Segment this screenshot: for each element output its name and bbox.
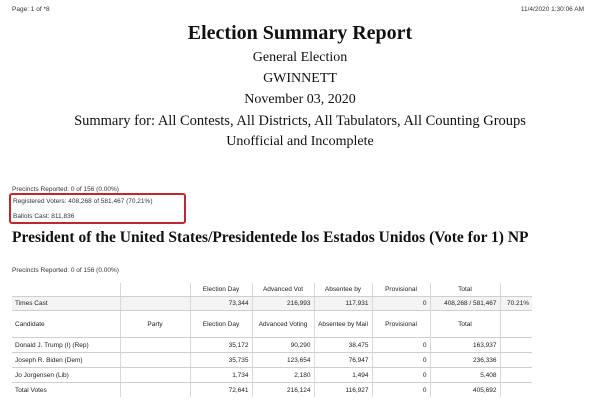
table-cell: 408,268 / 581,467 — [430, 297, 500, 311]
table-cell: Total — [430, 283, 500, 297]
table-header-row — [12, 283, 532, 297]
table-cell: 35,735 — [190, 353, 252, 368]
table-cell: 0 — [372, 368, 430, 383]
table-cell: 405,692 — [430, 383, 500, 398]
table-cell: 35,172 — [190, 338, 252, 353]
table-cell: Total — [430, 311, 500, 338]
table-cell — [500, 338, 532, 353]
table-cell: Provisional — [372, 283, 430, 297]
table-cell: 0 — [372, 338, 430, 353]
table-cell: 76,947 — [314, 353, 372, 368]
report-status: Unofficial and Incomplete — [226, 134, 374, 149]
table-cell: Donald J. Trump (I) (Rep) — [12, 338, 120, 353]
summary-scope: Summary for: All Contests, All Districts, All Tabulators, All Counting Groups — [74, 113, 526, 129]
candidate-row — [12, 368, 532, 383]
table-cell — [120, 368, 190, 383]
candidate-row — [12, 353, 532, 368]
table-cell: Times Cast — [12, 297, 120, 311]
table-cell: 116,927 — [314, 383, 372, 398]
race-precincts-reported: Precincts Reported: 0 of 156 (0.00%) — [12, 267, 119, 274]
table-cell — [120, 297, 190, 311]
table-cell: Election Day — [190, 283, 252, 297]
table-cell — [120, 338, 190, 353]
table-cell — [120, 283, 190, 297]
county-name: GWINNETT — [263, 71, 337, 86]
registered-voters: Registered Voters: 408,268 of 581,467 (70.21%) — [13, 198, 153, 205]
table-cell: Advanced Vot — [252, 283, 314, 297]
table-cell: 70.21% — [500, 297, 532, 311]
election-date: November 03, 2020 — [244, 92, 356, 107]
table-cell: Election Day — [190, 311, 252, 338]
candidate-row — [12, 338, 532, 353]
table-cell: Jo Jorgensen (Lib) — [12, 368, 120, 383]
table-cell: 216,993 — [252, 297, 314, 311]
election-name: General Election — [252, 50, 348, 65]
table-cell: 2,180 — [252, 368, 314, 383]
total-votes-row — [12, 383, 532, 398]
table-cell: Party — [120, 311, 190, 338]
table-cell — [500, 368, 532, 383]
table-cell — [500, 283, 532, 297]
table-cell: 216,124 — [252, 383, 314, 398]
table-cell: Joseph R. Biden (Dem) — [12, 353, 120, 368]
table-cell: 117,931 — [314, 297, 372, 311]
table-cell: 5,408 — [430, 368, 500, 383]
table-cell: Provisional — [372, 311, 430, 338]
table-cell: Absentee by — [314, 283, 372, 297]
report-timestamp: 11/4/2020 1:30:06 AM — [520, 6, 584, 13]
page-number: Page: 1 of *8 — [12, 6, 50, 13]
table-cell — [500, 383, 532, 398]
table-cell — [12, 283, 120, 297]
table-cell — [500, 311, 532, 338]
results-table — [12, 283, 532, 397]
table-cell: 0 — [372, 297, 430, 311]
table-cell: Absentee by Mail — [314, 311, 372, 338]
table-cell: 0 — [372, 383, 430, 398]
table-cell — [500, 353, 532, 368]
table-cell: 90,290 — [252, 338, 314, 353]
table-cell: 38,475 — [314, 338, 372, 353]
table-cell: Total Votes — [12, 383, 120, 398]
table-cell: 123,654 — [252, 353, 314, 368]
table-cell: 1,494 — [314, 368, 372, 383]
ballots-cast: Ballots Cast: 811,836 — [13, 213, 75, 220]
precincts-reported: Precincts Reported: 0 of 156 (0.00%) — [12, 186, 119, 193]
report-title: Election Summary Report — [187, 22, 413, 44]
table-cell: 236,336 — [430, 353, 500, 368]
table-cell: 1,734 — [190, 368, 252, 383]
table-cell: 0 — [372, 353, 430, 368]
times-cast-row — [12, 297, 532, 311]
race-title: President of the United States/Presidentede los Estados Unidos (Vote for 1) NP — [12, 229, 529, 246]
candidate-header-row — [12, 311, 532, 338]
table-cell: 163,937 — [430, 338, 500, 353]
table-cell: 73,344 — [190, 297, 252, 311]
table-cell: 72,641 — [190, 383, 252, 398]
table-cell — [120, 383, 190, 398]
table-cell — [120, 353, 190, 368]
table-cell: Candidate — [12, 311, 120, 338]
table-cell: Advanced Voting — [252, 311, 314, 338]
